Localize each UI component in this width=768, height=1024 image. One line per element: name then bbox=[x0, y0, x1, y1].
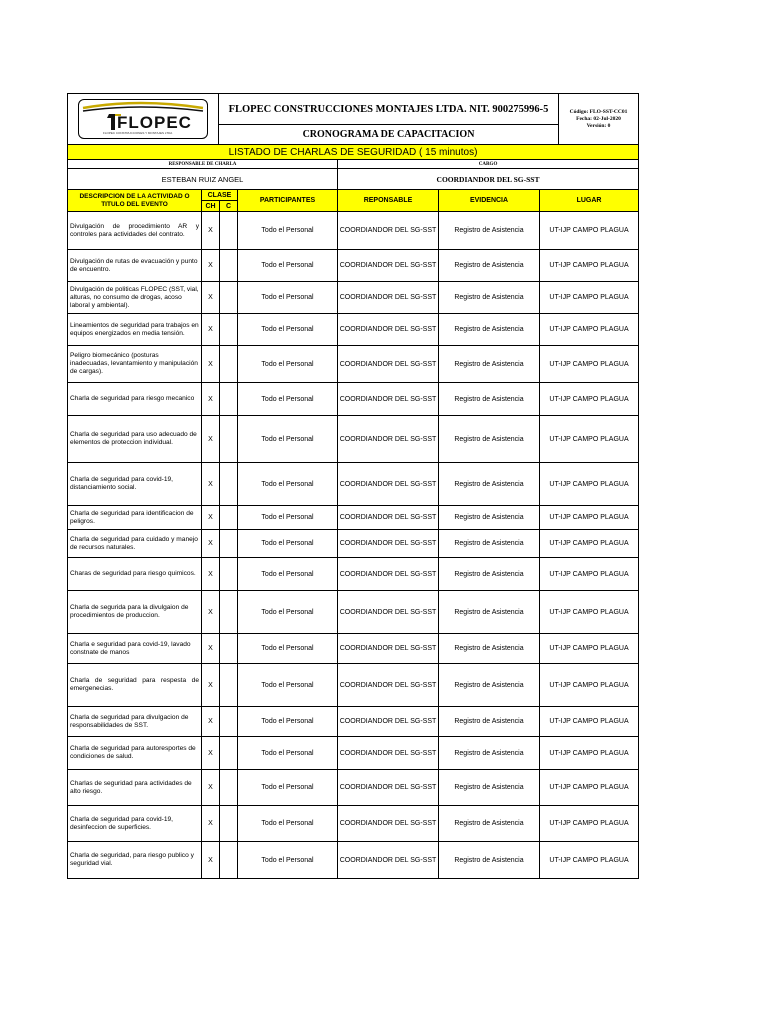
lugar-cell: UT-IJP CAMPO PLAGUA bbox=[540, 737, 639, 770]
table-row bbox=[68, 463, 639, 506]
clase-c-mark bbox=[220, 842, 238, 879]
lugar-cell: UT-IJP CAMPO PLAGUA bbox=[540, 664, 639, 707]
clase-ch-mark: X bbox=[202, 383, 220, 416]
activity-description: Charla de seguridad para identificacion de peligros. bbox=[68, 506, 202, 530]
company-name: FLOPEC CONSTRUCCIONES MONTAJES LTDA. NIT. 900275996-5 bbox=[228, 103, 549, 115]
table-row bbox=[68, 591, 639, 634]
evidencia-cell: Registro de Asistencia bbox=[439, 314, 540, 346]
participantes-cell: Todo el Personal bbox=[238, 806, 338, 842]
participantes-cell: Todo el Personal bbox=[238, 591, 338, 634]
table-row bbox=[68, 212, 639, 250]
cargo-value: COORDIANDOR DEL SG-SST bbox=[338, 169, 639, 190]
clase-ch-mark: X bbox=[202, 314, 220, 346]
activity-description: Divulgación de rutas de evacuación y punto de encuentro. bbox=[68, 250, 202, 282]
table-row bbox=[68, 530, 639, 558]
evidencia-cell: Registro de Asistencia bbox=[439, 346, 540, 383]
participantes-cell: Todo el Personal bbox=[238, 250, 338, 282]
col-header-responsable: REPONSABLE bbox=[338, 190, 439, 212]
responsable-cell: COORDIANDOR DEL SG-SST bbox=[338, 346, 439, 383]
clase-c-mark bbox=[220, 806, 238, 842]
table-row bbox=[68, 250, 639, 282]
participantes-cell: Todo el Personal bbox=[238, 463, 338, 506]
evidencia-cell: Registro de Asistencia bbox=[439, 634, 540, 664]
lugar-cell: UT-IJP CAMPO PLAGUA bbox=[540, 591, 639, 634]
cargo-label: CARGO bbox=[338, 160, 639, 169]
table-row bbox=[68, 707, 639, 737]
evidencia-cell: Registro de Asistencia bbox=[439, 806, 540, 842]
col-header-c: C bbox=[220, 201, 238, 212]
subtitle-text: CRONOGRAMA DE CAPACITACION bbox=[302, 129, 475, 140]
table-row bbox=[68, 806, 639, 842]
col-header-descripcion: DESCRIPCION DE LA ACTIVIDAD O TITULO DEL EVENTO bbox=[68, 190, 202, 212]
lugar-cell: UT-IJP CAMPO PLAGUA bbox=[540, 383, 639, 416]
clase-c-mark bbox=[220, 383, 238, 416]
evidencia-cell: Registro de Asistencia bbox=[439, 506, 540, 530]
clase-c-mark bbox=[220, 634, 238, 664]
logo-wordmark: FLOPEC bbox=[117, 113, 192, 132]
responsable-cell: COORDIANDOR DEL SG-SST bbox=[338, 530, 439, 558]
company-title bbox=[219, 94, 559, 125]
document-code: Código: FLO-SST-CC01 bbox=[569, 108, 628, 115]
activity-description: Charla de seguridad para uso adecuado de elementos de proteccion individual. bbox=[68, 416, 202, 463]
evidencia-cell: Registro de Asistencia bbox=[439, 416, 540, 463]
responsable-cell: COORDIANDOR DEL SG-SST bbox=[338, 314, 439, 346]
participantes-cell: Todo el Personal bbox=[238, 707, 338, 737]
clase-c-mark bbox=[220, 506, 238, 530]
activity-description: Charla de seguridad para covid-19, distanciamiento social. bbox=[68, 463, 202, 506]
clase-c-mark bbox=[220, 707, 238, 737]
activity-description: Charla de seguridad para autoresportes de condiciones de salud. bbox=[68, 737, 202, 770]
participantes-cell: Todo el Personal bbox=[238, 558, 338, 591]
table-row bbox=[68, 770, 639, 806]
activity-description: Charla de seguridad para divulgacion de responsabilidades de SST. bbox=[68, 707, 202, 737]
clase-c-mark bbox=[220, 558, 238, 591]
col-header-evidencia: EVIDENCIA bbox=[439, 190, 540, 212]
document-subtitle bbox=[219, 125, 559, 145]
lugar-cell: UT-IJP CAMPO PLAGUA bbox=[540, 707, 639, 737]
participantes-cell: Todo el Personal bbox=[238, 212, 338, 250]
evidencia-cell: Registro de Asistencia bbox=[439, 282, 540, 314]
responsable-cell: COORDIANDOR DEL SG-SST bbox=[338, 842, 439, 879]
participantes-cell: Todo el Personal bbox=[238, 416, 338, 463]
clase-c-mark bbox=[220, 463, 238, 506]
table-row bbox=[68, 664, 639, 707]
evidencia-cell: Registro de Asistencia bbox=[439, 250, 540, 282]
participantes-cell: Todo el Personal bbox=[238, 634, 338, 664]
responsable-cell: COORDIANDOR DEL SG-SST bbox=[338, 591, 439, 634]
lugar-cell: UT-IJP CAMPO PLAGUA bbox=[540, 346, 639, 383]
col-header-participantes: PARTICIPANTES bbox=[238, 190, 338, 212]
charlas-table bbox=[67, 144, 639, 879]
clase-ch-mark: X bbox=[202, 634, 220, 664]
responsable-cell: COORDIANDOR DEL SG-SST bbox=[338, 770, 439, 806]
clase-ch-mark: X bbox=[202, 558, 220, 591]
clase-c-mark bbox=[220, 282, 238, 314]
responsable-cell: COORDIANDOR DEL SG-SST bbox=[338, 634, 439, 664]
participantes-cell: Todo el Personal bbox=[238, 383, 338, 416]
lugar-cell: UT-IJP CAMPO PLAGUA bbox=[540, 806, 639, 842]
evidencia-cell: Registro de Asistencia bbox=[439, 664, 540, 707]
lugar-cell: UT-IJP CAMPO PLAGUA bbox=[540, 558, 639, 591]
clase-c-mark bbox=[220, 530, 238, 558]
lugar-cell: UT-IJP CAMPO PLAGUA bbox=[540, 314, 639, 346]
clase-c-mark bbox=[220, 250, 238, 282]
lugar-cell: UT-IJP CAMPO PLAGUA bbox=[540, 250, 639, 282]
table-row bbox=[68, 346, 639, 383]
clase-ch-mark: X bbox=[202, 770, 220, 806]
participantes-cell: Todo el Personal bbox=[238, 737, 338, 770]
table-row bbox=[68, 383, 639, 416]
lugar-cell: UT-IJP CAMPO PLAGUA bbox=[540, 842, 639, 879]
document-date: Fecha: 02-Jul-2020 bbox=[576, 115, 621, 122]
clase-ch-mark: X bbox=[202, 346, 220, 383]
clase-ch-mark: X bbox=[202, 707, 220, 737]
clase-c-mark bbox=[220, 314, 238, 346]
participantes-cell: Todo el Personal bbox=[238, 770, 338, 806]
clase-ch-mark: X bbox=[202, 842, 220, 879]
responsable-cell: COORDIANDOR DEL SG-SST bbox=[338, 463, 439, 506]
clase-c-mark bbox=[220, 346, 238, 383]
lugar-cell: UT-IJP CAMPO PLAGUA bbox=[540, 463, 639, 506]
document-control-cell bbox=[559, 94, 639, 145]
evidencia-cell: Registro de Asistencia bbox=[439, 737, 540, 770]
logo-tagline: FLOPEC CONSTRUCCIONES Y MONTAJES LTDA bbox=[103, 131, 173, 135]
responsable-cell: COORDIANDOR DEL SG-SST bbox=[338, 737, 439, 770]
lugar-cell: UT-IJP CAMPO PLAGUA bbox=[540, 416, 639, 463]
table-row bbox=[68, 506, 639, 530]
responsable-cell: COORDIANDOR DEL SG-SST bbox=[338, 506, 439, 530]
activity-description: Charla e seguridad para covid-19, lavado constnate de manos bbox=[68, 634, 202, 664]
clase-ch-mark: X bbox=[202, 506, 220, 530]
table-row bbox=[68, 282, 639, 314]
charlas-rows bbox=[68, 212, 639, 879]
participantes-cell: Todo el Personal bbox=[238, 282, 338, 314]
clase-c-mark bbox=[220, 737, 238, 770]
evidencia-cell: Registro de Asistencia bbox=[439, 530, 540, 558]
participantes-cell: Todo el Personal bbox=[238, 314, 338, 346]
evidencia-cell: Registro de Asistencia bbox=[439, 842, 540, 879]
table-row bbox=[68, 842, 639, 879]
lugar-cell: UT-IJP CAMPO PLAGUA bbox=[540, 506, 639, 530]
evidencia-cell: Registro de Asistencia bbox=[439, 770, 540, 806]
clase-ch-mark: X bbox=[202, 416, 220, 463]
evidencia-cell: Registro de Asistencia bbox=[439, 558, 540, 591]
participantes-cell: Todo el Personal bbox=[238, 346, 338, 383]
responsable-cell: COORDIANDOR DEL SG-SST bbox=[338, 558, 439, 591]
activity-description: Charla de seguridad, para riesgo publico y seguridad vial. bbox=[68, 842, 202, 879]
clase-ch-mark: X bbox=[202, 806, 220, 842]
capacitacion-sheet bbox=[67, 93, 638, 879]
responsable-cell: COORDIANDOR DEL SG-SST bbox=[338, 212, 439, 250]
col-header-ch: CH bbox=[202, 201, 220, 212]
responsable-cell: COORDIANDOR DEL SG-SST bbox=[338, 664, 439, 707]
col-header-clase: CLASE bbox=[202, 190, 238, 201]
lugar-cell: UT-IJP CAMPO PLAGUA bbox=[540, 770, 639, 806]
clase-ch-mark: X bbox=[202, 212, 220, 250]
activity-description: Charla de segurida para la divulgaion de procedimientos de produccion. bbox=[68, 591, 202, 634]
responsable-cell: COORDIANDOR DEL SG-SST bbox=[338, 250, 439, 282]
participantes-cell: Todo el Personal bbox=[238, 842, 338, 879]
clase-ch-mark: X bbox=[202, 282, 220, 314]
lugar-cell: UT-IJP CAMPO PLAGUA bbox=[540, 282, 639, 314]
document-header-table bbox=[67, 93, 639, 145]
clase-ch-mark: X bbox=[202, 463, 220, 506]
activity-description: Divulgación de procedimiento AR y controles para actividades del contrato. bbox=[68, 212, 202, 250]
clase-c-mark bbox=[220, 416, 238, 463]
activity-description: Peligro biomecánico (posturas inadecuadas, levantamiento y manipulación de cargas). bbox=[68, 346, 202, 383]
lugar-cell: UT-IJP CAMPO PLAGUA bbox=[540, 530, 639, 558]
participantes-cell: Todo el Personal bbox=[238, 530, 338, 558]
table-row bbox=[68, 634, 639, 664]
activity-description: Charla de seguridad para covid-19, desinfeccion de superficies. bbox=[68, 806, 202, 842]
activity-description: Charas de seguridad para riesgo quimicos. bbox=[68, 558, 202, 591]
lugar-cell: UT-IJP CAMPO PLAGUA bbox=[540, 634, 639, 664]
clase-ch-mark: X bbox=[202, 250, 220, 282]
responsable-cell: COORDIANDOR DEL SG-SST bbox=[338, 383, 439, 416]
clase-ch-mark: X bbox=[202, 530, 220, 558]
table-row bbox=[68, 737, 639, 770]
responsable-cell: COORDIANDOR DEL SG-SST bbox=[338, 806, 439, 842]
clase-ch-mark: X bbox=[202, 591, 220, 634]
table-row bbox=[68, 314, 639, 346]
lugar-cell: UT-IJP CAMPO PLAGUA bbox=[540, 212, 639, 250]
evidencia-cell: Registro de Asistencia bbox=[439, 212, 540, 250]
activity-description: Charla de seguridad para riesgo mecanico bbox=[68, 383, 202, 416]
document-version: Versión: 0 bbox=[586, 122, 611, 129]
clase-ch-mark: X bbox=[202, 737, 220, 770]
responsable-cell: COORDIANDOR DEL SG-SST bbox=[338, 416, 439, 463]
clase-c-mark bbox=[220, 591, 238, 634]
clase-ch-mark: X bbox=[202, 664, 220, 707]
responsable-cell: COORDIANDOR DEL SG-SST bbox=[338, 707, 439, 737]
evidencia-cell: Registro de Asistencia bbox=[439, 707, 540, 737]
clase-c-mark bbox=[220, 770, 238, 806]
clase-c-mark bbox=[220, 212, 238, 250]
flopec-logo bbox=[78, 99, 208, 139]
participantes-cell: Todo el Personal bbox=[238, 506, 338, 530]
responsable-cell: COORDIANDOR DEL SG-SST bbox=[338, 282, 439, 314]
evidencia-cell: Registro de Asistencia bbox=[439, 591, 540, 634]
activity-description: Charlas de seguridad para actividades de alto riesgo. bbox=[68, 770, 202, 806]
activity-description: Divulgación de politicas FLOPEC (SST, vial, alturas, no consumo de drogas, acoso laboral y ambiental). bbox=[68, 282, 202, 314]
banner-text: LISTADO DE CHARLAS DE SEGURIDAD ( 15 minutos) bbox=[228, 146, 478, 158]
evidencia-cell: Registro de Asistencia bbox=[439, 463, 540, 506]
participantes-cell: Todo el Personal bbox=[238, 664, 338, 707]
evidencia-cell: Registro de Asistencia bbox=[439, 383, 540, 416]
col-header-lugar: LUGAR bbox=[540, 190, 639, 212]
logo-cell bbox=[68, 94, 219, 145]
responsable-label: RESPONSABLE DE CHARLA bbox=[68, 160, 338, 169]
table-row bbox=[68, 416, 639, 463]
activity-description: Charla de seguridad para cuidado y manejo de recursos naturales. bbox=[68, 530, 202, 558]
clase-c-mark bbox=[220, 664, 238, 707]
table-row bbox=[68, 558, 639, 591]
activity-description: Lineamientos de seguridad para trabajos en equipos energizados en media tensión. bbox=[68, 314, 202, 346]
activity-description: Charla de seguridad para respesta de emergenecias. bbox=[68, 664, 202, 707]
responsable-value: ESTEBAN RUIZ ANGEL bbox=[68, 169, 338, 190]
charlas-banner bbox=[68, 145, 639, 160]
